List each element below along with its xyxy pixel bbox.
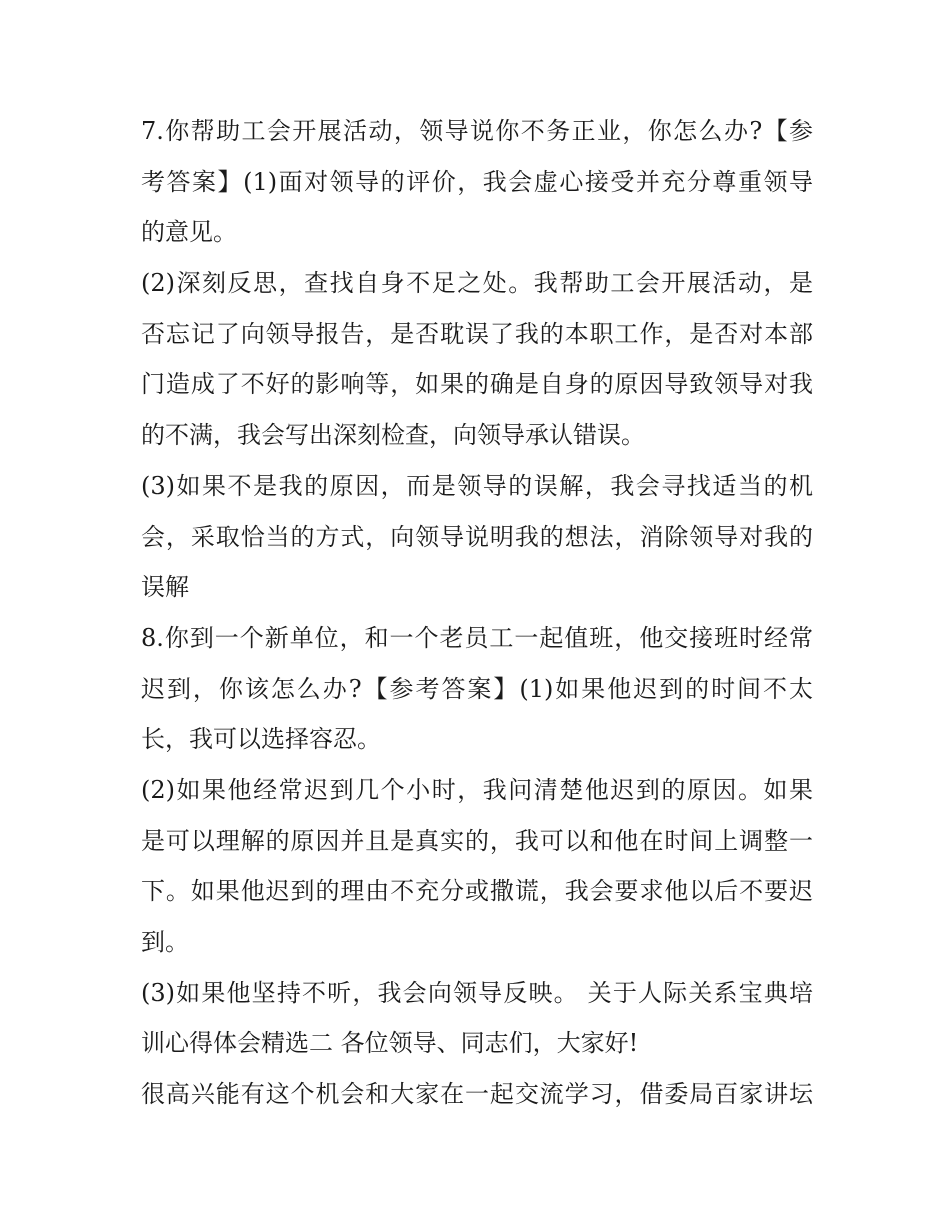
text-line: 下。如果他迟到的理由不充分或撒谎，我会要求他以后不要迟 [141,877,813,906]
text-line: 的意见。 [141,218,237,247]
text-line: (2)深刻反思，查找自身不足之处。我帮助工会开展活动，是 [141,269,813,298]
document-body [141,106,813,1120]
text-line: 很高兴能有这个机会和大家在一起交流学习，借委局百家讲坛 [141,1080,813,1109]
text-line: 门造成了不好的影响等，如果的确是自身的原因导致领导对我 [141,370,813,399]
text-line: (3)如果不是我的原因，而是领导的误解，我会寻找适当的机 [141,471,813,500]
text-line: 会，采取恰当的方式，向领导说明我的想法，消除领导对我的 [141,522,813,551]
text-line: 误解 [141,573,189,602]
text-line: 到。 [141,928,189,956]
text-line: 长，我可以选择容忍。 [141,725,381,754]
text-line: 7.你帮助工会开展活动，领导说你不务正业，你怎么办?【参 [141,117,813,145]
text-line: 否忘记了向领导报告，是否耽误了我的本职工作，是否对本部 [141,319,813,348]
text-line: (3)如果他坚持不听，我会向领导反映。 关于人际关系宝典培 [141,978,813,1007]
text-line: 训心得体会精选二 各位领导、同志们，大家好! [141,1029,639,1058]
text-line: 8.你到一个新单位，和一个老员工一起值班，他交接班时经常 [141,623,813,652]
text-line: 迟到，你该怎么办?【参考答案】(1)如果他迟到的时间不太 [141,674,813,703]
text-line: 是可以理解的原因并且是真实的，我可以和他在时间上调整一 [141,826,813,855]
text-line: (2)如果他经常迟到几个小时，我问清楚他迟到的原因。如果 [141,775,813,804]
text-line: 考答案】(1)面对领导的评价，我会虚心接受并充分尊重领导 [141,167,813,196]
text-line: 的不满，我会写出深刻检查，向领导承认错误。 [141,421,645,450]
